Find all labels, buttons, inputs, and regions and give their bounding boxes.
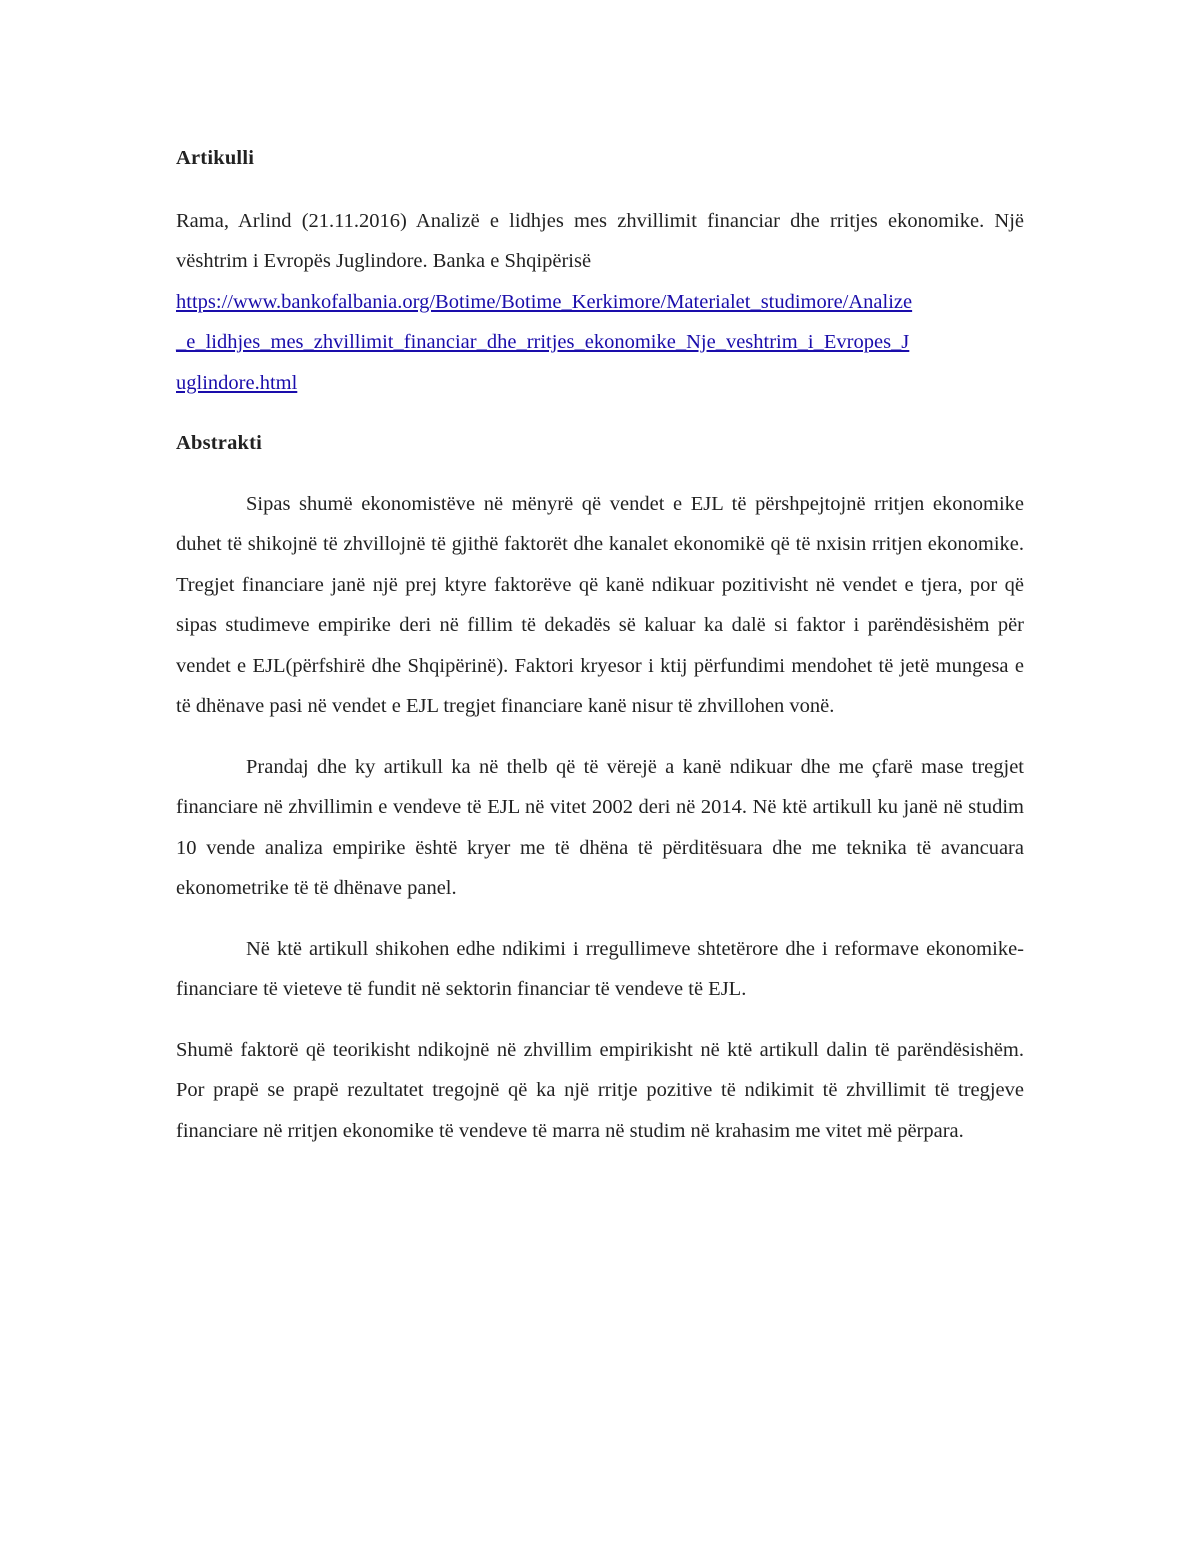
- document-page: [176, 138, 1024, 1151]
- abstract-heading: Abstrakti: [176, 432, 263, 454]
- abstract-paragraph-3: Në ktë artikull shikohen edhe ndikimi i rregullimeve shtetërore dhe i reformave ekonomike-financiare të vieteve të fundit në sektorin financiar të vendeve të EJL.: [176, 937, 1024, 1000]
- abstract-paragraph-4: Shumë faktorë që teorikisht ndikojnë në zhvillim empirikisht në ktë artikull dalin të parëndësishëm. Por prapë se prapë rezultatet tregojnë që ka një rritje pozitive të ndikimit të zhvillimit të tregjeve financiare në rritjen ekonomike të vendeve të marra në studim në krahasim me vitet më përpara.: [176, 1038, 1024, 1142]
- article-citation: Rama, Arlind (21.11.2016) Analizë e lidhjes mes zhvillimit financiar dhe rritjes ekonomike. Një vështrim i Evropës Juglindore. Banka e Shqipërisë: [176, 209, 1024, 272]
- abstract-paragraph-1: Sipas shumë ekonomistëve në mënyrë që vendet e EJL të përshpejtojnë rritjen ekonomike duhet të shikojnë të zhvillojnë të gjithë faktorët dhe kanalet ekonomikë që të nxisin rritjen ekonomike. Tregjet financiare janë një prej ktyre faktorëve që kanë ndikuar pozitivisht në vendet e tjera, por që sipas studimeve empirike deri në fillim të dekadës së kaluar ka dalë si faktor i parëndësishëm për vendet e EJL(përfshirë dhe Shqipërinë). Faktori kryesor i ktij përfundimi mendohet të jetë mungesa e të dhënave pasi në vendet e EJL tregjet financiare kanë nisur të zhvillohen vonë.: [176, 492, 1024, 717]
- article-link-line-2[interactable]: _e_lidhjes_mes_zhvillimit_financiar_dhe_rritjes_ekonomike_Nje_veshtrim_i_Evropes_J: [176, 331, 910, 353]
- article-link-line-1[interactable]: https://www.bankofalbania.org/Botime/Botime_Kerkimore/Materialet_studimore/Analize: [176, 290, 913, 313]
- article-heading: Artikulli: [176, 147, 255, 169]
- article-link-line-3[interactable]: uglindore.html: [176, 371, 298, 394]
- abstract-paragraph-2: Prandaj dhe ky artikull ka në thelb që të vërejë a kanë ndikuar dhe me çfarë mase tregjet financiare në zhvillimin e vendeve të EJL në vitet 2002 deri në 2014. Në ktë artikull ku janë në studim 10 vende analiza empirike është kryer me të dhëna të përditësuara dhe me teknika të avancuara ekonometrike të të dhënave panel.: [176, 755, 1024, 899]
- article-link[interactable]: [176, 282, 1024, 404]
